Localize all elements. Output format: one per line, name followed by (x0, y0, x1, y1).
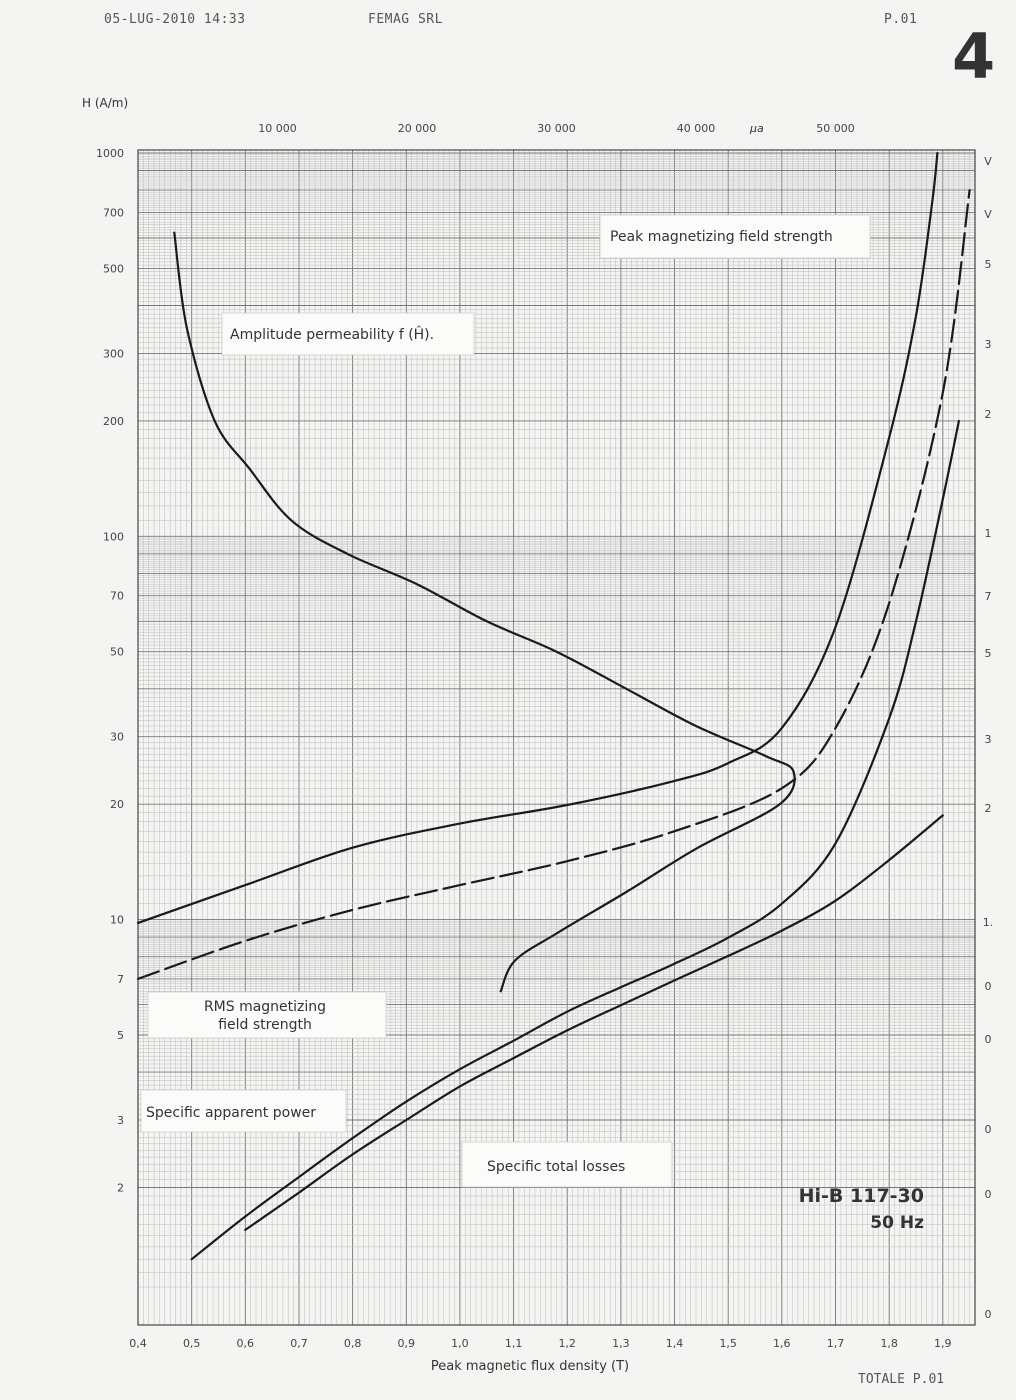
x-tick-label: 1,3 (612, 1337, 630, 1350)
y-tick-label: 500 (103, 262, 124, 276)
y-tick-label: 700 (103, 206, 124, 220)
y-tick-label: 1000 (96, 147, 124, 160)
curve-rms-h (138, 190, 970, 979)
y-tick-label: 70 (110, 589, 124, 603)
label-rms-h-1: RMS magnetizing (203, 999, 327, 1015)
x-tick-label: 1,1 (504, 1337, 523, 1350)
y-tick-label: 30 (110, 730, 124, 744)
x-tick-label: 0,7 (290, 1337, 308, 1350)
right-axis-label: 1. (982, 916, 994, 929)
label-amp-perm: Amplitude permeability f (Ĥ). (230, 327, 435, 343)
fax-page-number: P.01 (884, 12, 918, 27)
x-tick-label: 1,7 (826, 1337, 845, 1350)
right-axis-label: 0 (984, 980, 992, 993)
y-tick-label: 3 (117, 1114, 124, 1127)
right-axis-label: 0 (984, 1188, 992, 1201)
frequency-label: 50 Hz (870, 1213, 924, 1233)
right-axis-label: 0 (984, 1308, 992, 1321)
y-tick-label: 300 (103, 347, 124, 361)
right-axis-label: V (984, 155, 992, 168)
x-tick-label: 1,2 (558, 1337, 576, 1350)
top-tick-label: 30 000 (537, 122, 576, 135)
y-axis-label: H (A/m) (82, 96, 129, 110)
fax-footer: TOTALE P.01 (858, 1372, 945, 1387)
top-tick-label: 10 000 (258, 122, 297, 135)
y-tick-label: 2 (117, 1181, 124, 1195)
x-tick-label: 0,5 (182, 1337, 201, 1350)
right-axis-label: 2 (984, 408, 992, 421)
x-tick-label: 0,8 (343, 1337, 362, 1350)
x-tick-label: 1,9 (934, 1337, 952, 1350)
label-peak-h: Peak magnetizing field strength (610, 229, 833, 245)
right-axis-label: 5 (984, 647, 992, 660)
top-tick-label: 20 000 (397, 122, 437, 135)
right-axis-label: 7 (984, 590, 992, 603)
y-tick-label: 200 (103, 414, 124, 428)
right-axis-label: 0 (984, 1033, 992, 1046)
right-axis-label: 2 (984, 802, 992, 815)
x-tick-label: 0,9 (397, 1337, 416, 1350)
x-tick-label: 0,4 (129, 1337, 147, 1350)
right-axis-label: 1 (984, 527, 992, 540)
y-tick-label: 50 (110, 645, 124, 659)
x-tick-label: 1,6 (773, 1337, 791, 1350)
right-axis-label: V (984, 208, 992, 221)
label-total-losses: Specific total losses (487, 1159, 626, 1175)
y-tick-label: 5 (117, 1029, 124, 1042)
label-apparent-power: Specific apparent power (146, 1105, 317, 1121)
right-axis-label: 3 (984, 338, 992, 351)
right-axis-label: 3 (984, 733, 992, 746)
y-tick-label: 10 (110, 913, 124, 927)
x-tick-label: 1,8 (880, 1337, 898, 1350)
top-axis-unit: μa (750, 122, 764, 135)
y-tick-label: 20 (110, 798, 124, 812)
x-tick-label: 1,0 (451, 1337, 469, 1350)
y-tick-label: 7 (117, 972, 124, 986)
material-label: Hi-B 117-30 (798, 1185, 924, 1207)
y-tick-label: 100 (103, 530, 124, 544)
x-axis-label: Peak magnetic flux density (T) (430, 1359, 630, 1374)
right-axis-label: 5 (984, 258, 992, 271)
right-axis-label: 0 (984, 1123, 992, 1136)
fax-sender: FEMAG SRL (368, 12, 443, 27)
x-tick-label: 1,5 (719, 1337, 737, 1350)
fax-date-time: 05-LUG-2010 14:33 (104, 12, 246, 27)
top-tick-label: 40 000 (676, 122, 716, 135)
label-rms-h-2: field strength (218, 1017, 312, 1033)
corner-page-number: 4 (952, 20, 996, 93)
top-tick-label: 50 000 (816, 122, 855, 135)
x-tick-label: 0,6 (236, 1337, 255, 1350)
x-tick-label: 1,4 (665, 1337, 684, 1350)
